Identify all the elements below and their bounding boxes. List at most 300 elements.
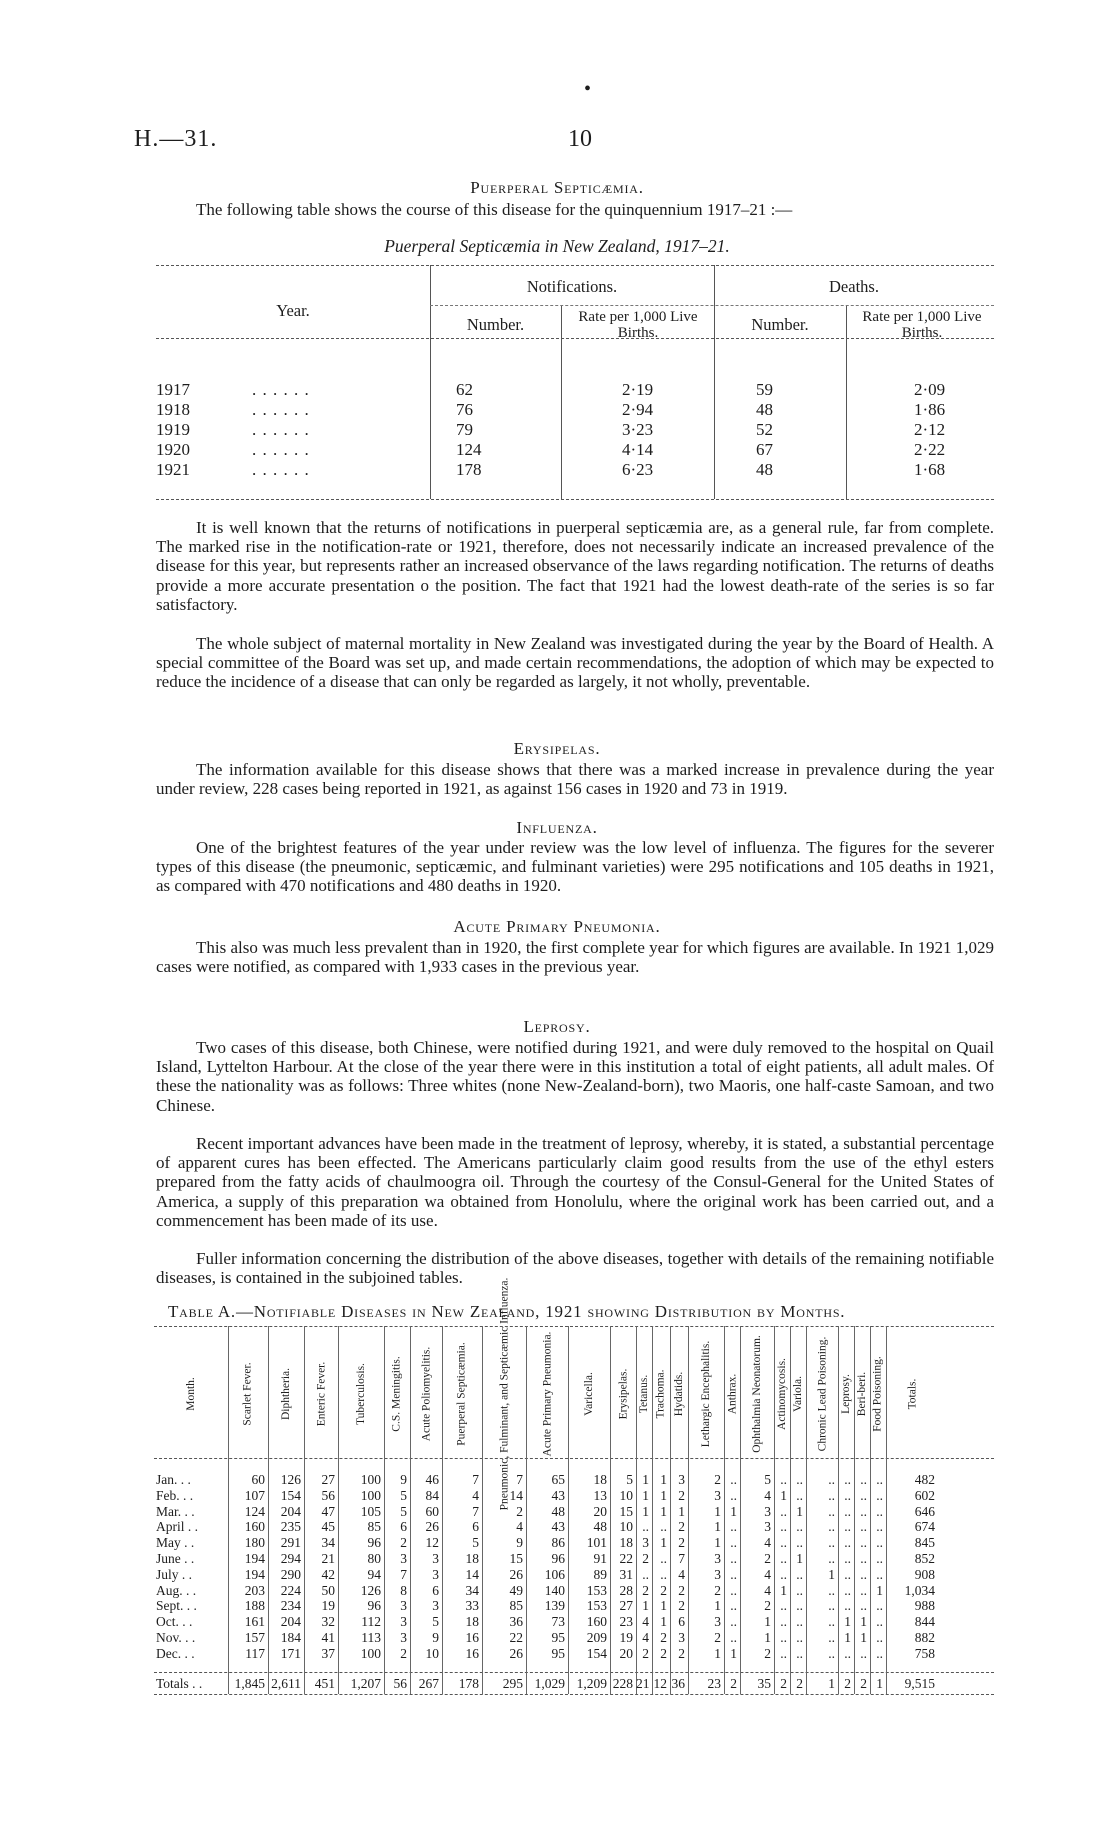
value-cell: .. (730, 1551, 737, 1566)
column-header-label: Beri-beri. (856, 1371, 869, 1417)
value-cell: .. (780, 1614, 787, 1630)
notif-rate-cell: 2·94 (622, 400, 654, 419)
value-cell: 1 (860, 1630, 867, 1645)
value-cell: 1 (828, 1566, 835, 1582)
value-cell: .. (860, 1551, 867, 1566)
value-cell: 2 (860, 1676, 867, 1691)
column-header (338, 1334, 384, 1454)
value-cell: .. (796, 1645, 803, 1661)
value-cell: .. (780, 1645, 787, 1661)
notif-rate-cell: 4·14 (622, 440, 654, 459)
column-header (724, 1334, 740, 1454)
table-row (154, 1519, 994, 1535)
column-header-label: Food Poisoning. (872, 1356, 885, 1432)
column-header-label: Anthrax. (726, 1373, 738, 1415)
value-cell: 160 (586, 1614, 607, 1630)
month-cell: Mar. . . (156, 1503, 195, 1519)
value-cell: .. (730, 1630, 737, 1645)
month-cell: April . . (156, 1519, 198, 1535)
column-header (886, 1334, 938, 1454)
value-cell: 180 (244, 1535, 265, 1551)
value-cell: .. (780, 1630, 787, 1645)
table-row (154, 1551, 994, 1567)
value-cell: .. (860, 1582, 867, 1598)
value-cell: 9 (516, 1535, 523, 1551)
value-cell: 10 (619, 1519, 633, 1535)
value-cell: 100 (360, 1645, 381, 1661)
value-cell: 6 (472, 1519, 479, 1535)
value-cell: .. (860, 1645, 867, 1661)
value-cell: 139 (544, 1598, 565, 1614)
value-cell: 101 (586, 1535, 607, 1551)
table-a-title: Table A.—Notifiable Diseases in New Zealand, 1921 showing Distribution by Months. (168, 1302, 846, 1321)
value-cell: 908 (914, 1566, 935, 1582)
value-cell: 1 (876, 1582, 883, 1598)
notif-number-cell: 124 (456, 440, 482, 459)
value-cell: .. (730, 1487, 737, 1503)
value-cell: 3 (400, 1630, 407, 1645)
value-cell: 65 (551, 1472, 565, 1487)
value-cell: .. (844, 1487, 851, 1503)
value-cell: 2 (642, 1582, 649, 1598)
value-cell: 154 (280, 1487, 301, 1503)
value-cell: 41 (321, 1630, 335, 1645)
column-header (442, 1334, 482, 1454)
section-heading-pneumonia: Acute Primary Pneumonia. (453, 917, 661, 936)
value-cell: 26 (425, 1519, 439, 1535)
value-cell: .. (876, 1614, 883, 1630)
leader-dots: . . . . . . (252, 440, 310, 459)
value-cell: 96 (551, 1551, 565, 1566)
value-cell: 60 (251, 1472, 265, 1487)
value-cell: 8 (400, 1582, 407, 1598)
column-header (268, 1334, 304, 1454)
value-cell: 1 (660, 1472, 667, 1487)
value-cell: 16 (465, 1645, 479, 1661)
value-cell: .. (780, 1519, 787, 1535)
value-cell: 2 (678, 1487, 685, 1503)
value-cell: 988 (914, 1598, 935, 1614)
column-header (670, 1334, 688, 1454)
column-header (790, 1334, 806, 1454)
column-header-label: Hydatids. (673, 1371, 685, 1417)
value-cell: 4 (764, 1535, 771, 1551)
value-cell: 3 (678, 1472, 685, 1487)
value-cell: 89 (593, 1566, 607, 1582)
value-cell: .. (828, 1519, 835, 1535)
death-rate-cell: 1·68 (914, 460, 946, 479)
value-cell: 171 (280, 1645, 301, 1661)
paragraph-leprosy-cases: Two cases of this disease, both Chinese, were notified during 1921, and were duly removed to the hospital on Quail Island, Lyttelton Harbour. At the close of the year there were in this institution a total of eight patients, all adult males. Of these the nationality was as follows: Three whites (none New-Zealand-born), two Maoris, one half-caste Samoan, and two Chinese. (156, 1038, 994, 1115)
value-cell: 32 (321, 1614, 335, 1630)
value-cell: 1 (714, 1645, 721, 1661)
leader-dots: . . . . . . (252, 420, 310, 439)
value-cell: 100 (360, 1487, 381, 1503)
value-cell: 204 (280, 1614, 301, 1630)
value-cell: .. (860, 1487, 867, 1503)
value-cell: 96 (367, 1535, 381, 1551)
value-cell: .. (780, 1535, 787, 1551)
notif-rate-cell: 6·23 (622, 460, 654, 479)
value-cell: 1 (660, 1598, 667, 1614)
value-cell: 26 (509, 1645, 523, 1661)
value-cell: 117 (245, 1645, 265, 1661)
value-cell: .. (876, 1551, 883, 1566)
column-header-label: Variola. (792, 1375, 804, 1413)
paragraph-leprosy-treatment: Recent important advances have been made in the treatment of leprosy, whereby, it is stated, a substantial percentage of apparent cures has been effected. The Americans particularly claim good results from the use of the ethyl esters prepared from the fatty acids of chaulmoogra oil. Through the courtesy of the Consul-General for the United States of America, a supply of this preparation wa obtained from Honolulu, where the original work has been carried out, and a commencement has been made of its use. (156, 1134, 994, 1230)
value-cell: 2 (516, 1503, 523, 1519)
value-cell: 45 (321, 1519, 335, 1535)
paragraph-puerperal-returns: It is well known that the returns of notifications in puerperal septicæmia are, as a general rule, far from complete. The marked rise in the notification-rate or 1921, therefore, does not necessarily indicate an increased prevalence of the disease for this year, but represents rather an increased observance of the laws regarding notification. The returns of deaths provide a more accurate presentation o the position. The fact that 1921 had the lowest death-rate of the series is so far satisfactory. (156, 518, 994, 614)
value-cell: .. (796, 1519, 803, 1535)
month-cell: Totals . . (156, 1676, 203, 1691)
value-cell: 2 (678, 1519, 685, 1535)
value-cell: 34 (321, 1535, 335, 1551)
value-cell: 2 (780, 1676, 787, 1691)
value-cell: 1 (796, 1551, 803, 1566)
value-cell: 14 (509, 1487, 523, 1503)
value-cell: 18 (465, 1551, 479, 1566)
value-cell: .. (876, 1487, 883, 1503)
table-row (154, 1646, 994, 1662)
value-cell: .. (642, 1519, 649, 1535)
value-cell: 85 (367, 1519, 381, 1535)
value-cell: 18 (619, 1535, 633, 1551)
value-cell: 19 (321, 1598, 335, 1614)
value-cell: 43 (551, 1519, 565, 1535)
value-cell: 188 (244, 1598, 265, 1614)
value-cell: 1 (714, 1535, 721, 1551)
value-cell: 1 (796, 1503, 803, 1519)
value-cell: 5 (400, 1487, 407, 1503)
table-row (154, 1535, 994, 1551)
value-cell: 100 (360, 1472, 381, 1487)
value-cell: 15 (619, 1503, 633, 1519)
value-cell: .. (876, 1519, 883, 1535)
value-cell: 16 (465, 1630, 479, 1645)
column-header (304, 1334, 338, 1454)
death-number-cell: 48 (756, 460, 773, 479)
totals-row (154, 1676, 994, 1692)
value-cell: 2 (678, 1535, 685, 1551)
value-cell: 95 (551, 1645, 565, 1661)
value-cell: 1 (642, 1472, 649, 1487)
value-cell: 602 (914, 1487, 935, 1503)
value-cell: 43 (551, 1487, 565, 1503)
year-cell: 1921 (156, 460, 190, 479)
value-cell: 204 (280, 1503, 301, 1519)
table-row (154, 1504, 994, 1520)
value-cell: .. (780, 1598, 787, 1614)
column-header-label: Chronic Lead Poisoning. (816, 1336, 829, 1452)
value-cell: 34 (465, 1582, 479, 1598)
value-cell: .. (642, 1566, 649, 1582)
value-cell: 882 (914, 1630, 935, 1645)
page-number: 10 (568, 126, 592, 152)
value-cell: 95 (551, 1630, 565, 1645)
value-cell: .. (828, 1598, 835, 1614)
value-cell: 22 (509, 1630, 523, 1645)
value-cell: .. (860, 1519, 867, 1535)
value-cell: 3 (432, 1551, 439, 1566)
column-header (740, 1334, 774, 1454)
value-cell: 2 (400, 1535, 407, 1551)
value-cell: 105 (360, 1503, 381, 1519)
value-cell: 674 (914, 1519, 935, 1535)
value-cell: 1,207 (350, 1676, 381, 1691)
value-cell: .. (860, 1598, 867, 1614)
column-header-label: Scarlet Fever. (242, 1362, 255, 1426)
value-cell: 852 (914, 1551, 935, 1566)
value-cell: 3 (714, 1614, 721, 1630)
value-cell: 94 (367, 1566, 381, 1582)
value-cell: 2 (796, 1676, 803, 1691)
value-cell: 2 (714, 1630, 721, 1645)
section-heading-influenza: Influenza. (516, 818, 598, 837)
value-cell: 1 (714, 1598, 721, 1614)
column-header (610, 1334, 636, 1454)
value-cell: 18 (593, 1472, 607, 1487)
value-cell: 1 (714, 1503, 721, 1519)
col-death-number-header: Number. (751, 315, 809, 334)
value-cell: 4 (516, 1519, 523, 1535)
value-cell: 482 (914, 1472, 935, 1487)
value-cell: 153 (586, 1598, 607, 1614)
value-cell: 2 (764, 1645, 771, 1661)
table1-caption: Puerperal Septicæmia in New Zealand, 1917–21. (384, 236, 730, 256)
value-cell: 5 (432, 1614, 439, 1630)
value-cell: 73 (551, 1614, 565, 1630)
value-cell: 3 (432, 1598, 439, 1614)
value-cell: 49 (509, 1582, 523, 1598)
col-death-rate-header: Rate per 1,000 Live Births. (862, 309, 982, 341)
value-cell: 1 (660, 1487, 667, 1503)
value-cell: 35 (757, 1676, 771, 1691)
value-cell: .. (828, 1582, 835, 1598)
column-header (854, 1334, 870, 1454)
value-cell: 5 (764, 1472, 771, 1487)
value-cell: 1 (660, 1503, 667, 1519)
value-cell: 1 (642, 1598, 649, 1614)
notif-number-cell: 79 (456, 420, 473, 439)
table-row (156, 460, 994, 480)
value-cell: 4 (764, 1582, 771, 1598)
value-cell: 2 (400, 1645, 407, 1661)
value-cell: .. (780, 1503, 787, 1519)
value-cell: 7 (678, 1551, 685, 1566)
value-cell: .. (828, 1472, 835, 1487)
value-cell: .. (844, 1535, 851, 1551)
value-cell: .. (876, 1630, 883, 1645)
value-cell: .. (660, 1566, 667, 1582)
value-cell: 3 (400, 1551, 407, 1566)
value-cell: 80 (367, 1551, 381, 1566)
col-notif-rate-header: Rate per 1,000 Live Births. (578, 309, 698, 341)
death-rate-cell: 1·86 (914, 400, 946, 419)
value-cell: 26 (509, 1566, 523, 1582)
value-cell: 20 (593, 1503, 607, 1519)
value-cell: 7 (516, 1472, 523, 1487)
value-cell: 153 (586, 1582, 607, 1598)
value-cell: 22 (619, 1551, 633, 1566)
column-header-label: Acute Primary Pneumonia. (541, 1331, 554, 1457)
value-cell: .. (860, 1503, 867, 1519)
column-header-label: Tuberculosis. (355, 1363, 367, 1425)
puerperal-table (156, 265, 994, 501)
value-cell: .. (796, 1630, 803, 1645)
column-header-label: Puerperal Septicæmia. (456, 1342, 469, 1446)
value-cell: 5 (400, 1503, 407, 1519)
month-cell: Sept. . . (156, 1598, 197, 1614)
value-cell: 12 (653, 1676, 667, 1691)
value-cell: 845 (914, 1535, 935, 1551)
paragraph-maternal-mortality: The whole subject of maternal mortality in New Zealand was investigated during the year by the Board of Health. A special committee of the Board was set up, and made certain recommendations, the adoption of which may be expected to reduce the incidence of a disease that can only be regarded as largely, it not wholly, preventable. (156, 634, 994, 692)
value-cell: 1 (828, 1676, 835, 1691)
value-cell: 3 (764, 1519, 771, 1535)
value-cell: 2 (678, 1582, 685, 1598)
year-cell: 1920 (156, 440, 190, 459)
value-cell: 46 (425, 1472, 439, 1487)
death-rate-cell: 2·09 (914, 380, 946, 399)
value-cell: .. (876, 1566, 883, 1582)
value-cell: 21 (321, 1551, 335, 1566)
notif-rate-cell: 2·19 (622, 380, 654, 399)
value-cell: 184 (280, 1630, 301, 1645)
value-cell: .. (844, 1645, 851, 1661)
value-cell: 1,209 (576, 1676, 607, 1691)
value-cell: .. (828, 1535, 835, 1551)
column-header-label: Ophthalmia Neonatorum. (751, 1335, 763, 1453)
table-row (154, 1472, 994, 1488)
value-cell: 2 (642, 1645, 649, 1661)
column-header (774, 1334, 790, 1454)
value-cell: 1 (860, 1614, 867, 1630)
value-cell: 2 (714, 1472, 721, 1487)
year-cell: 1919 (156, 420, 190, 439)
year-cell: 1918 (156, 400, 190, 419)
value-cell: 14 (465, 1566, 479, 1582)
leader-dots: . . . . . . (252, 460, 310, 479)
column-header (806, 1334, 838, 1454)
value-cell: .. (660, 1519, 667, 1535)
value-cell: 3 (642, 1535, 649, 1551)
value-cell: 1,034 (904, 1582, 935, 1598)
value-cell: 7 (472, 1503, 479, 1519)
value-cell: 96 (367, 1598, 381, 1614)
notif-number-cell: 76 (456, 400, 473, 419)
value-cell: .. (796, 1582, 803, 1598)
value-cell: 113 (361, 1630, 381, 1645)
death-number-cell: 59 (756, 380, 773, 399)
paragraph-erysipelas: The information available for this disease shows that there was a marked increase in prevalence during the year under review, 228 cases being reported in 1921, as against 156 cases in 1920 and 73 in 1919. (156, 760, 994, 799)
value-cell: .. (796, 1535, 803, 1551)
value-cell: 112 (361, 1614, 381, 1630)
value-cell: .. (730, 1614, 737, 1630)
table-row (156, 400, 994, 420)
value-cell: 27 (619, 1598, 633, 1614)
section-intro: The following table shows the course of this disease for the quinquennium 1917–21 :— (196, 200, 793, 219)
value-cell: 7 (472, 1472, 479, 1487)
value-cell: 1,845 (234, 1676, 265, 1691)
value-cell: 42 (321, 1566, 335, 1582)
death-number-cell: 67 (756, 440, 773, 459)
value-cell: 1 (764, 1614, 771, 1630)
table-row (156, 380, 994, 400)
value-cell: 4 (764, 1566, 771, 1582)
value-cell: 235 (280, 1519, 301, 1535)
value-cell: 56 (321, 1487, 335, 1503)
value-cell: 50 (321, 1582, 335, 1598)
value-cell: 12 (425, 1535, 439, 1551)
value-cell: 3 (764, 1503, 771, 1519)
value-cell: .. (860, 1535, 867, 1551)
value-cell: 56 (393, 1676, 407, 1691)
value-cell: 2 (714, 1582, 721, 1598)
col-notif-number-header: Number. (466, 315, 525, 334)
value-cell: .. (876, 1645, 883, 1661)
column-header (568, 1334, 610, 1454)
value-cell: 126 (280, 1472, 301, 1487)
value-cell: .. (730, 1566, 737, 1582)
value-cell: 4 (678, 1566, 685, 1582)
column-header-label: Pneumonic, Fulminant, and Septicæmic Influenza. (498, 1277, 510, 1511)
paragraph-pneumonia: This also was much less prevalent than in 1920, the first complete year for which figures are available. In 1921 1,029 cases were notified, as compared with 1,933 cases in the previous year. (156, 938, 994, 977)
value-cell: .. (796, 1614, 803, 1630)
value-cell: .. (828, 1630, 835, 1645)
col-year-header: Year. (276, 301, 310, 320)
column-header (870, 1334, 886, 1454)
value-cell: 140 (544, 1582, 565, 1598)
value-cell: .. (730, 1582, 737, 1598)
table-row (154, 1567, 994, 1583)
value-cell: 9 (400, 1472, 407, 1487)
month-cell: Aug. . . (156, 1582, 197, 1598)
value-cell: 2 (764, 1551, 771, 1566)
value-cell: 3 (432, 1566, 439, 1582)
value-cell: 9,515 (904, 1676, 935, 1691)
value-cell: 291 (280, 1535, 301, 1551)
section-heading-erysipelas: Erysipelas. (513, 739, 601, 758)
value-cell: 84 (425, 1487, 439, 1503)
value-cell: 48 (593, 1519, 607, 1535)
value-cell: 1 (780, 1487, 787, 1503)
notif-number-cell: 178 (456, 460, 482, 479)
column-header (636, 1334, 652, 1454)
value-cell: 28 (619, 1582, 633, 1598)
value-cell: 3 (714, 1551, 721, 1566)
column-header (154, 1334, 228, 1454)
death-rate-cell: 2·22 (914, 440, 946, 459)
value-cell: 37 (321, 1645, 335, 1661)
value-cell: .. (860, 1472, 867, 1487)
death-number-cell: 48 (756, 400, 773, 419)
value-cell: 106 (544, 1566, 565, 1582)
column-header-label: Diphtheria. (280, 1367, 292, 1421)
value-cell: 15 (509, 1551, 523, 1566)
table-row (154, 1583, 994, 1599)
column-header-label: Leprosy. (840, 1374, 852, 1414)
value-cell: 646 (914, 1503, 935, 1519)
page-mark: • (584, 78, 592, 100)
table-row (154, 1598, 994, 1614)
value-cell: 295 (502, 1676, 523, 1691)
value-cell: 1 (764, 1630, 771, 1645)
value-cell: .. (796, 1487, 803, 1503)
value-cell: 2 (678, 1598, 685, 1614)
value-cell: 85 (509, 1598, 523, 1614)
value-cell: 294 (280, 1551, 301, 1566)
value-cell: 47 (321, 1503, 335, 1519)
